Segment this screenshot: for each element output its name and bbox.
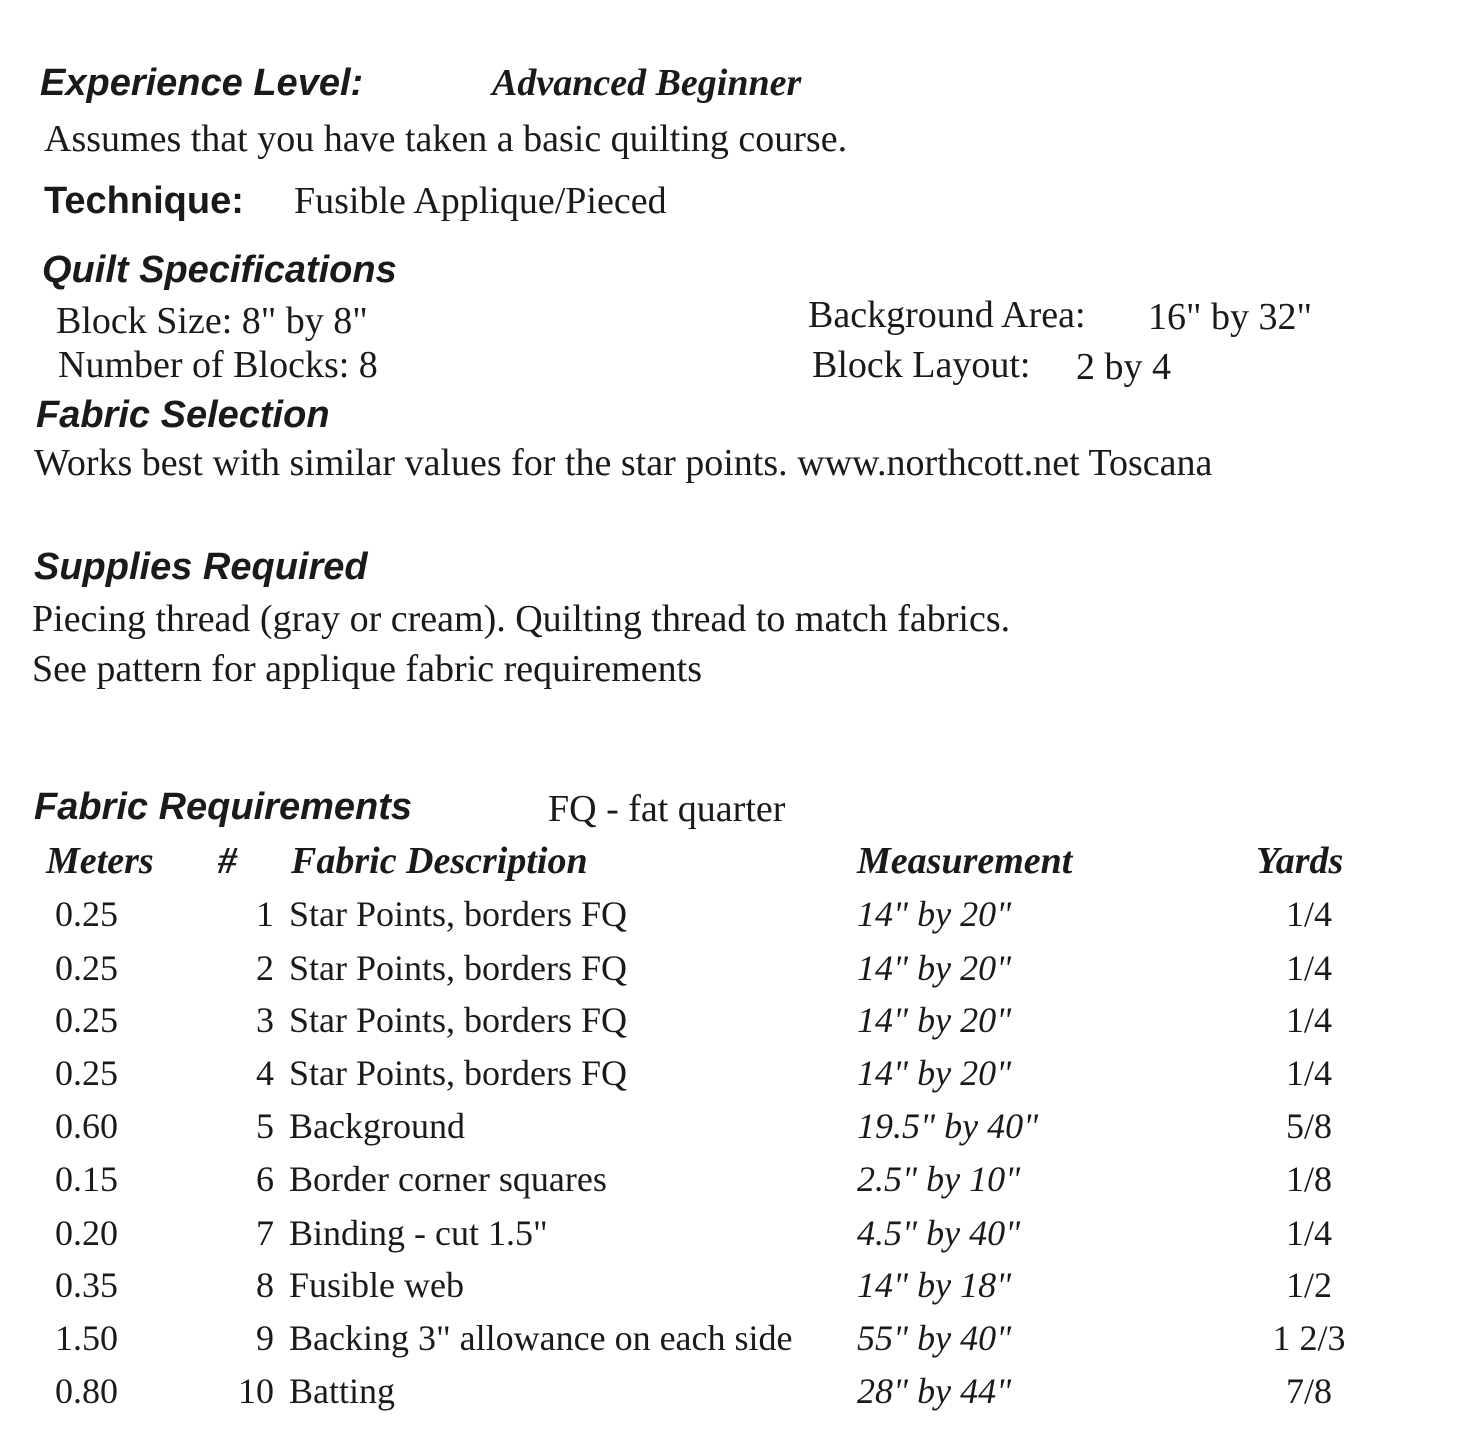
cell-description: Border corner squares: [289, 1159, 607, 1199]
technique-label: Technique:: [44, 180, 244, 222]
column-header-yards: Yards: [1256, 840, 1344, 882]
cell-meters: 0.15: [55, 1159, 118, 1199]
cell-number: 1: [256, 894, 274, 934]
experience-note: Assumes that you have taken a basic quilting course.: [44, 118, 848, 160]
cell-meters: 0.35: [55, 1265, 118, 1305]
table-row: [0, 1320, 1460, 1360]
supplies-heading: Supplies Required: [34, 546, 368, 588]
cell-measurement: 14" by 20": [857, 894, 1012, 934]
cell-measurement: 28" by 44": [857, 1371, 1012, 1411]
table-row: [0, 1108, 1460, 1148]
cell-description: Background: [289, 1106, 465, 1146]
cell-meters: 0.25: [55, 948, 118, 988]
cell-measurement: 14" by 20": [857, 1053, 1012, 1093]
fabric-requirements-heading: Fabric Requirements: [34, 786, 412, 828]
cell-description: Star Points, borders FQ: [289, 1000, 628, 1040]
supplies-line-1: Piecing thread (gray or cream). Quilting thread to match fabrics.: [32, 598, 1011, 640]
fq-note: FQ - fat quarter: [548, 788, 786, 830]
cell-number: 4: [256, 1053, 274, 1093]
block-layout-value: 2 by 4: [1076, 346, 1171, 388]
cell-number: 3: [256, 1000, 274, 1040]
cell-number: 7: [256, 1213, 274, 1253]
fabric-selection-heading: Fabric Selection: [36, 394, 330, 436]
column-header-description: Fabric Description: [291, 840, 588, 882]
cell-yards: 1 2/3: [1272, 1318, 1346, 1358]
cell-measurement: 19.5" by 40": [857, 1106, 1039, 1146]
cell-description: Backing 3" allowance on each side: [289, 1318, 793, 1358]
cell-yards: 5/8: [1285, 1106, 1332, 1146]
cell-meters: 0.25: [55, 1000, 118, 1040]
cell-meters: 0.80: [55, 1371, 118, 1411]
cell-description: Star Points, borders FQ: [289, 1053, 628, 1093]
cell-meters: 0.20: [55, 1213, 118, 1253]
cell-measurement: 14" by 18": [857, 1265, 1012, 1305]
cell-meters: 0.60: [55, 1106, 118, 1146]
cell-description: Star Points, borders FQ: [289, 894, 628, 934]
cell-meters: 1.50: [55, 1318, 118, 1358]
cell-measurement: 4.5" by 40": [857, 1213, 1021, 1253]
cell-yards: 1/8: [1285, 1159, 1332, 1199]
cell-number: 6: [256, 1159, 274, 1199]
cell-measurement: 14" by 20": [857, 948, 1012, 988]
number-of-blocks: Number of Blocks: 8: [58, 344, 378, 386]
cell-description: Star Points, borders FQ: [289, 948, 628, 988]
table-row: [0, 1055, 1460, 1095]
column-header-number: #: [218, 840, 237, 882]
cell-number: 2: [256, 948, 274, 988]
block-layout-label: Block Layout:: [812, 344, 1031, 386]
technique-value: Fusible Applique/Pieced: [294, 180, 667, 222]
table-row: [0, 896, 1460, 936]
cell-measurement: 55" by 40": [857, 1318, 1012, 1358]
cell-number: 8: [256, 1265, 274, 1305]
cell-yards: 1/4: [1285, 1000, 1332, 1040]
cell-yards: 1/2: [1285, 1265, 1332, 1305]
column-header-meters: Meters: [46, 840, 154, 882]
fabric-selection-text: Works best with similar values for the star points. www.northcott.net Toscana: [34, 442, 1213, 484]
cell-measurement: 2.5" by 10": [857, 1159, 1021, 1199]
cell-yards: 1/4: [1285, 1053, 1332, 1093]
table-row: [0, 1373, 1460, 1413]
supplies-line-2: See pattern for applique fabric requirements: [32, 648, 702, 690]
cell-meters: 0.25: [55, 1053, 118, 1093]
cell-measurement: 14" by 20": [857, 1000, 1012, 1040]
background-area-label: Background Area:: [808, 294, 1086, 336]
cell-description: Fusible web: [289, 1265, 464, 1305]
column-header-measurement: Measurement: [857, 840, 1073, 882]
specifications-heading: Quilt Specifications: [42, 249, 397, 291]
experience-level-label: Experience Level:: [40, 62, 364, 104]
table-header-row: [0, 842, 1460, 882]
cell-description: Binding - cut 1.5": [289, 1213, 548, 1253]
table-row: [0, 1002, 1460, 1042]
cell-meters: 0.25: [55, 894, 118, 934]
background-area-value: 16" by 32": [1148, 296, 1313, 338]
cell-description: Batting: [289, 1371, 395, 1411]
cell-yards: 1/4: [1285, 948, 1332, 988]
block-size: Block Size: 8" by 8": [56, 300, 368, 342]
cell-number: 5: [256, 1106, 274, 1146]
experience-level-value: Advanced Beginner: [492, 62, 802, 104]
table-row: [0, 950, 1460, 990]
table-row: [0, 1161, 1460, 1201]
cell-yards: 1/4: [1285, 894, 1332, 934]
table-row: [0, 1215, 1460, 1255]
cell-number: 9: [256, 1318, 274, 1358]
cell-yards: 7/8: [1285, 1371, 1332, 1411]
table-row: [0, 1267, 1460, 1307]
cell-yards: 1/4: [1285, 1213, 1332, 1253]
cell-number: 10: [238, 1371, 274, 1411]
